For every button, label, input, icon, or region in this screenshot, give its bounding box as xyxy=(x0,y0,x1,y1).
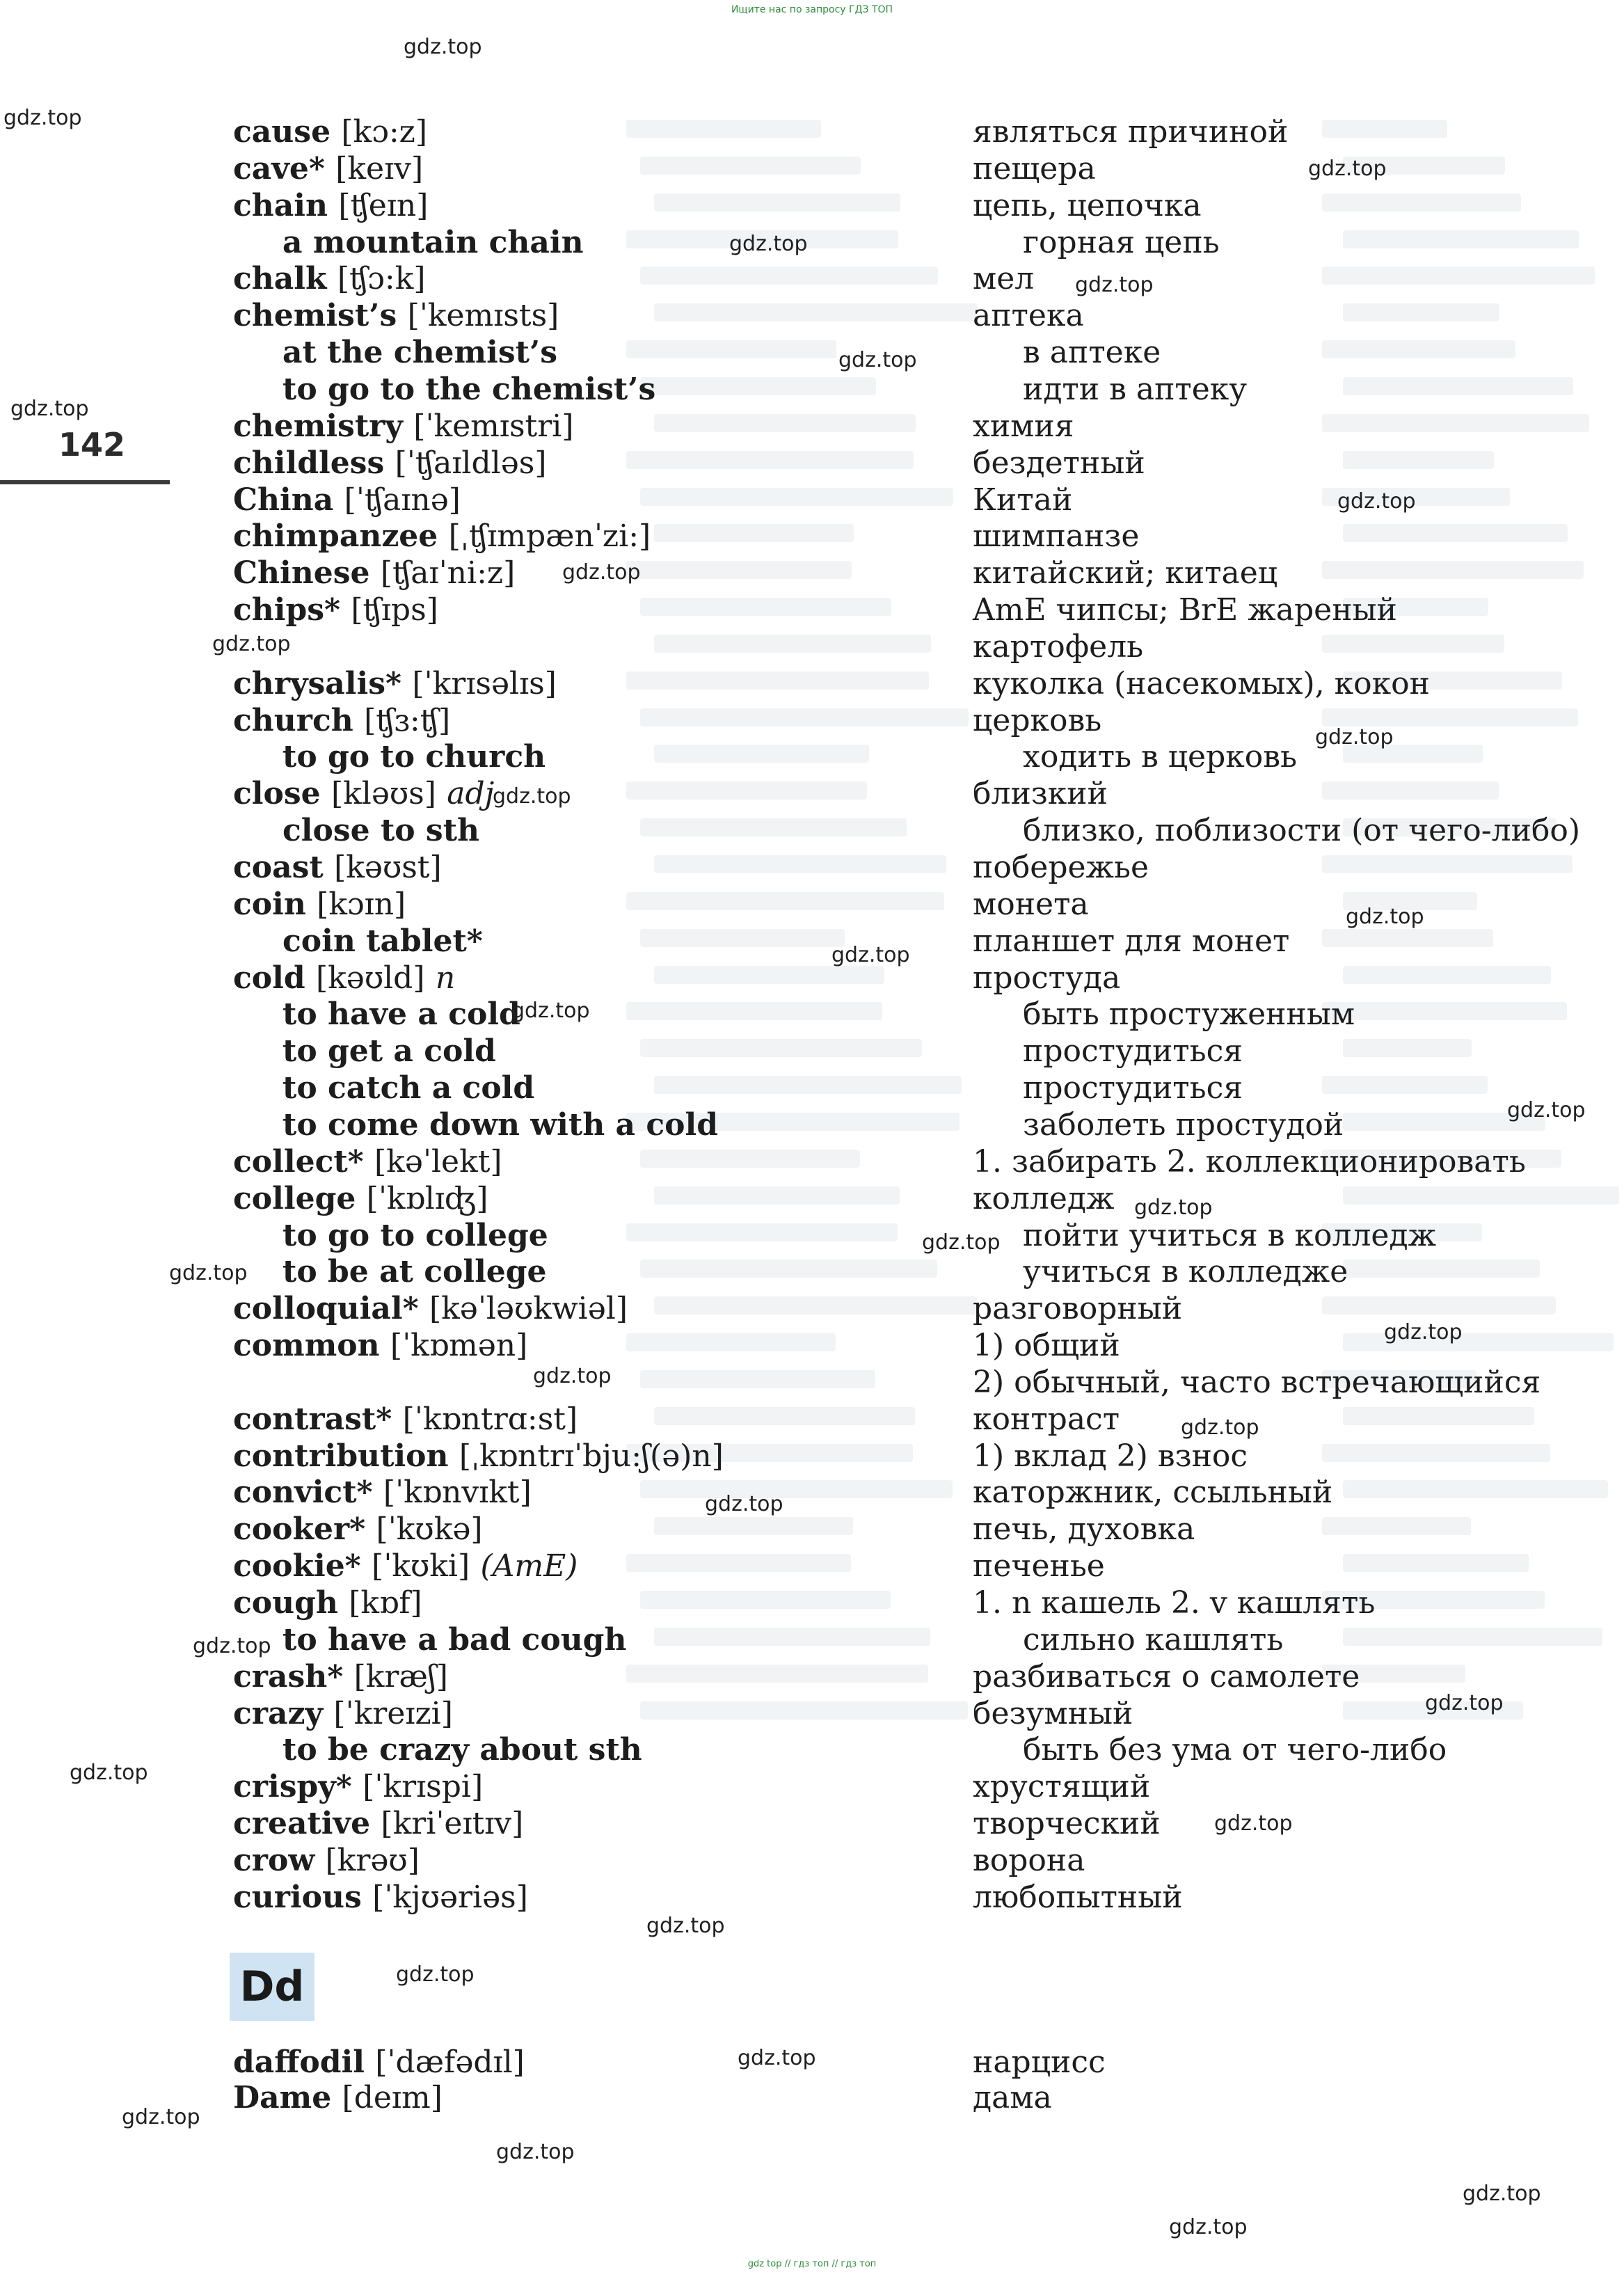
entry-term xyxy=(233,1401,578,1438)
entry-word: daffodil xyxy=(233,2044,365,2080)
watermark-text: gdz.top xyxy=(122,2105,200,2129)
entry-translation: побережье xyxy=(973,850,1149,885)
entry-term xyxy=(233,113,427,150)
entry-term xyxy=(233,408,574,445)
entry-word: close xyxy=(233,776,321,812)
entry-term xyxy=(282,812,479,849)
entry-term xyxy=(282,996,520,1033)
entry-row xyxy=(0,665,1624,702)
entry-translation: быть простуженным xyxy=(1023,996,1355,1033)
entry-translation: в аптеке xyxy=(1023,335,1161,371)
entry-word: cold xyxy=(233,960,305,996)
entry-word: to have a bad cough xyxy=(282,1621,627,1658)
bottom-banner: gdz top // гдз топ // гдз топ xyxy=(747,2259,877,2269)
entry-translation: учиться в колледже xyxy=(1023,1254,1348,1290)
watermark-text: gdz.top xyxy=(922,1230,1001,1255)
entry-translation: мел xyxy=(973,261,1035,297)
entry-term xyxy=(233,1290,628,1327)
entry-transcription: [ˈkɒlɪʤ] xyxy=(366,1180,488,1216)
watermark-text: gdz.top xyxy=(1134,1196,1213,1220)
watermark-text: gdz.top xyxy=(212,632,291,656)
entry-translation: быть без ума от чего-либо xyxy=(1023,1732,1447,1768)
entry-row xyxy=(0,1658,1624,1695)
entry-row xyxy=(0,1805,1624,1842)
watermark-text: gdz.top xyxy=(738,2046,816,2070)
entry-row xyxy=(0,1768,1624,1805)
watermark-text: gdz.top xyxy=(193,1634,271,1658)
entry-translation: куколка (насекомых), кокон xyxy=(973,665,1430,701)
entry-transcription: [ˈdæfədɪl] xyxy=(375,2044,525,2080)
watermark-text: gdz.top xyxy=(705,1492,783,1516)
entry-row xyxy=(0,1106,1624,1143)
entry-transcription: [kɔ:z] xyxy=(341,114,428,150)
entry-row xyxy=(0,1695,1624,1732)
entry-word: cookie* xyxy=(233,1548,361,1585)
watermark-text: gdz.top xyxy=(10,397,89,421)
entry-translation: 1) общий xyxy=(973,1328,1120,1364)
entry-word: church xyxy=(233,702,353,738)
entry-word: curious xyxy=(233,1879,362,1915)
entry-row xyxy=(0,1217,1624,1254)
entry-transcription: [ˌkɒntrɪˈbju:ʃ(ə)n] xyxy=(459,1438,724,1474)
entry-word: to have a cold xyxy=(282,996,520,1033)
entry-translation: цепь, цепочка xyxy=(973,187,1202,223)
watermark-text: gdz.top xyxy=(838,348,917,372)
entry-transcription: [ˈʧaɪnə] xyxy=(344,482,461,518)
watermark-text: gdz.top xyxy=(1507,1098,1586,1122)
entry-word: China xyxy=(233,482,334,518)
entry-term xyxy=(233,1511,483,1548)
entry-translation: китайский; китаец xyxy=(973,555,1278,591)
entry-row xyxy=(0,960,1624,996)
entry-translation: дама xyxy=(973,2080,1052,2115)
entry-translation: колледж xyxy=(973,1180,1115,1216)
entry-transcription: [ˈkemɪstri] xyxy=(413,408,574,444)
entry-translation: безумный xyxy=(973,1695,1133,1731)
entry-word: cough xyxy=(233,1585,338,1621)
entry-term xyxy=(233,1658,448,1695)
entry-word: coast xyxy=(233,850,324,885)
entry-row xyxy=(0,1474,1624,1511)
entry-translation: простудиться xyxy=(1023,1070,1243,1106)
entry-term xyxy=(233,1805,523,1842)
entry-term xyxy=(233,1548,578,1585)
entry-translation: печенье xyxy=(973,1548,1105,1585)
entry-term xyxy=(233,665,557,702)
entry-word: to get a cold xyxy=(282,1033,496,1070)
entry-row xyxy=(0,1290,1624,1327)
entry-translation: разговорный xyxy=(973,1291,1183,1327)
entry-translation: пещера xyxy=(973,150,1096,186)
entry-word: crow xyxy=(233,1842,315,1878)
entry-word: creative xyxy=(233,1806,371,1842)
entry-transcription: [ˈkjʊəriəs] xyxy=(372,1879,528,1915)
entry-term xyxy=(233,1180,488,1217)
watermark-text: gdz.top xyxy=(511,999,590,1023)
entry-row xyxy=(0,849,1624,886)
entry-grammar-tag: n xyxy=(435,960,456,996)
entry-translation: пойти учиться в колледж xyxy=(1023,1217,1437,1253)
entry-translation: 1) вклад 2) взнос xyxy=(973,1438,1248,1474)
entry-word: colloquial* xyxy=(233,1291,419,1327)
entry-row xyxy=(0,591,1624,628)
watermark-text: gdz.top xyxy=(533,1364,612,1388)
entry-transcription: [ˈkreɪzi] xyxy=(333,1695,453,1731)
entry-row xyxy=(0,1879,1624,1916)
entry-word: at the chemist’s xyxy=(282,335,558,371)
entry-transcription: [ʧɜ:ʧ] xyxy=(364,702,451,738)
entry-transcription: [ʧaɪˈni:z] xyxy=(380,555,516,591)
entry-word: chips* xyxy=(233,592,341,628)
entry-translation: AmE чипсы; BrE жареный xyxy=(973,592,1397,628)
entry-transcription: [ʧɔ:k] xyxy=(337,261,426,297)
entry-row xyxy=(0,1143,1624,1180)
entry-term xyxy=(282,1106,718,1143)
entry-transcription: [ˈkɒmən] xyxy=(390,1328,528,1364)
entry-word: contrast* xyxy=(233,1401,392,1437)
entry-transcription: [kəˈləʊkwiəl] xyxy=(429,1291,628,1327)
entry-term xyxy=(233,297,559,334)
entry-translation: близко, поблизости (от чего-либо) xyxy=(1023,813,1581,849)
entry-term xyxy=(233,2044,525,2081)
entry-term xyxy=(282,334,557,371)
entry-translation: близкий xyxy=(973,776,1108,812)
entry-row xyxy=(0,1180,1624,1217)
section-letter: Dd xyxy=(239,1962,305,2011)
entry-term xyxy=(233,1768,483,1805)
entry-row xyxy=(0,775,1624,812)
entry-translation: заболеть простудой xyxy=(1023,1106,1344,1143)
entry-translation: Китай xyxy=(973,482,1073,518)
entry-word: to be crazy about sth xyxy=(282,1732,642,1768)
entry-translation: 1. n кашель 2. v кашлять xyxy=(973,1585,1376,1621)
entry-transcription: [kəʊst] xyxy=(334,850,442,885)
entry-word: close to sth xyxy=(282,813,480,849)
entry-term xyxy=(282,224,584,261)
entry-term xyxy=(233,1474,532,1511)
entry-translation: церковь xyxy=(973,702,1102,738)
entry-translation: нарцисс xyxy=(973,2044,1106,2080)
entry-word: coin tablet* xyxy=(282,923,483,959)
entry-translation: творческий xyxy=(973,1806,1161,1842)
entry-translation: 2) обычный, часто встречающийся xyxy=(973,1364,1541,1400)
entry-transcription: [keɪv] xyxy=(335,150,424,186)
entry-translation: сильно кашлять xyxy=(1023,1621,1284,1658)
entry-transcription: [ˈkɒntrɑ:st] xyxy=(402,1401,578,1437)
entry-translation: аптека xyxy=(973,298,1084,334)
entry-translation: любопытный xyxy=(973,1879,1183,1915)
entry-word: cooker* xyxy=(233,1511,366,1548)
entry-word: to go to college xyxy=(282,1217,548,1253)
entry-row xyxy=(0,1511,1624,1548)
entry-translation: планшет для монет xyxy=(973,923,1290,959)
watermark-text: gdz.top xyxy=(396,1962,475,1987)
entry-word: chalk xyxy=(233,261,327,297)
entry-word: crazy xyxy=(233,1695,324,1731)
entry-term xyxy=(233,849,442,886)
entry-translation: шимпанзе xyxy=(973,518,1140,555)
entry-row xyxy=(0,334,1624,371)
entry-translation: химия xyxy=(973,408,1074,444)
entry-row xyxy=(0,518,1624,555)
watermark-text: gdz.top xyxy=(1425,1691,1504,1715)
entry-row xyxy=(0,113,1624,150)
entry-translation: каторжник, ссыльный xyxy=(973,1475,1333,1511)
entry-term xyxy=(233,445,547,482)
entry-translation: контраст xyxy=(973,1401,1120,1437)
entry-term xyxy=(282,1731,642,1768)
entry-row xyxy=(0,1401,1624,1438)
entry-transcription: [ˈkɒnvɪkt] xyxy=(383,1475,532,1511)
entry-word: cause xyxy=(233,114,331,150)
entry-term xyxy=(282,1253,547,1290)
entry-translation: ворона xyxy=(973,1842,1085,1878)
entry-word: chain xyxy=(233,187,328,223)
watermark-text: gdz.top xyxy=(1181,1415,1259,1440)
entry-word: contribution xyxy=(233,1438,449,1474)
entry-term xyxy=(282,1070,534,1106)
watermark-text: gdz.top xyxy=(1346,905,1424,929)
entry-word: to go to the chemist’s xyxy=(282,371,656,407)
entry-word: crash* xyxy=(233,1658,344,1694)
entry-grammar-tag: adj xyxy=(447,776,495,812)
entry-translation: идти в аптеку xyxy=(1023,371,1248,407)
entry-term xyxy=(233,187,428,224)
entry-transcription: [kriˈeɪtɪv] xyxy=(381,1806,524,1842)
entry-word: to catch a cold xyxy=(282,1070,535,1106)
entry-transcription: [kɔɪn] xyxy=(317,886,406,922)
watermark-text: gdz.top xyxy=(70,1761,148,1785)
entry-term xyxy=(282,1621,626,1658)
entry-translation: разбиваться о самолете xyxy=(973,1658,1360,1694)
watermark-text: gdz.top xyxy=(1315,725,1394,749)
entry-term xyxy=(233,1585,422,1621)
entry-transcription: [ʧeɪn] xyxy=(338,187,429,223)
watermark-text: gdz.top xyxy=(1214,1811,1293,1836)
entry-translation: простуда xyxy=(973,960,1121,996)
entry-term xyxy=(233,1143,502,1180)
watermark-text: gdz.top xyxy=(493,784,571,809)
entry-term xyxy=(233,1695,453,1732)
entry-term xyxy=(233,1842,420,1879)
entry-word: Chinese xyxy=(233,555,370,591)
entry-translation: являться причиной xyxy=(973,114,1289,150)
entry-term xyxy=(282,923,483,960)
watermark-text: gdz.top xyxy=(3,106,82,130)
entry-word: cave* xyxy=(233,150,325,186)
entry-translation: ходить в церковь xyxy=(1023,739,1297,775)
entry-transcription: [kɒf] xyxy=(349,1585,422,1621)
entry-word: collect* xyxy=(233,1143,364,1180)
entry-word: chrysalis* xyxy=(233,665,402,701)
entry-transcription: [deɪm] xyxy=(342,2080,443,2115)
entry-row xyxy=(0,187,1624,224)
entry-transcription: [ʧɪps] xyxy=(351,592,438,628)
entry-word: childless xyxy=(233,445,385,481)
entry-row xyxy=(0,1438,1624,1475)
entry-word: to be at college xyxy=(282,1254,547,1290)
entry-transcription: [ˈkrɪsəlɪs] xyxy=(412,665,557,701)
entry-row xyxy=(0,1327,1624,1364)
entry-term xyxy=(233,2079,443,2116)
page-number: 142 xyxy=(58,426,126,463)
entry-row xyxy=(0,1585,1624,1621)
watermark-text: gdz.top xyxy=(404,35,482,59)
entry-term xyxy=(233,1438,724,1475)
entry-row xyxy=(0,2079,1624,2116)
section-badge xyxy=(230,1953,315,2021)
entry-term xyxy=(233,260,426,297)
watermark-text: gdz.top xyxy=(831,943,910,967)
entry-translation: простудиться xyxy=(1023,1033,1243,1070)
entry-term xyxy=(233,482,461,518)
top-banner: Ищите нас по запросу ГДЗ ТОП xyxy=(731,4,893,15)
entry-row xyxy=(0,371,1624,408)
watermark-text: gdz.top xyxy=(729,232,808,256)
entry-transcription: [krəʊ] xyxy=(325,1842,420,1878)
entry-translation: печь, духовка xyxy=(973,1511,1195,1548)
watermark-text: gdz.top xyxy=(169,1261,248,1285)
entry-row xyxy=(0,1731,1624,1768)
entry-term xyxy=(282,371,655,408)
entry-transcription: [kəˈlekt] xyxy=(374,1143,502,1180)
entry-word: Dame xyxy=(233,2080,332,2115)
watermark-text: gdz.top xyxy=(1337,489,1416,514)
entry-term xyxy=(233,518,651,555)
entry-row xyxy=(0,445,1624,482)
watermark-text: gdz.top xyxy=(562,560,641,585)
entry-term xyxy=(282,1217,548,1254)
entry-row xyxy=(0,224,1624,261)
entry-row xyxy=(0,1548,1624,1585)
entry-term xyxy=(282,1033,496,1070)
entry-transcription: [ˈʧaɪldləs] xyxy=(395,445,547,481)
entry-translation: картофель xyxy=(973,628,1144,665)
entry-transcription: [ˈkemɪsts] xyxy=(407,298,559,334)
entry-transcription: [kləʊs] xyxy=(331,776,436,812)
entry-transcription: [kræʃ] xyxy=(353,1658,448,1694)
entry-word: crispy* xyxy=(233,1769,352,1805)
entry-row xyxy=(0,1070,1624,1106)
entry-transcription: [ˈkʊki] xyxy=(372,1548,470,1585)
entry-term xyxy=(233,886,406,923)
entry-word: chemistry xyxy=(233,408,403,444)
entry-grammar-tag: (AmE) xyxy=(480,1548,578,1585)
entry-term xyxy=(233,702,450,739)
entry-translation: бездетный xyxy=(973,445,1145,481)
entry-row xyxy=(0,1364,1624,1401)
entry-transcription: [ˈkʊkə] xyxy=(376,1511,483,1548)
entry-word: convict* xyxy=(233,1475,373,1511)
entry-term xyxy=(233,960,455,996)
entry-translation: 1. забирать 2. коллекционировать xyxy=(973,1143,1526,1180)
entry-row xyxy=(0,260,1624,297)
watermark-text: gdz.top xyxy=(1308,157,1387,181)
entry-row xyxy=(0,408,1624,445)
entry-word: a mountain chain xyxy=(282,224,584,260)
entry-word: common xyxy=(233,1328,380,1364)
entry-term xyxy=(233,1327,527,1364)
entry-translation: горная цепь xyxy=(1023,224,1220,260)
entry-row xyxy=(0,555,1624,591)
entry-row xyxy=(0,996,1624,1033)
entry-translation: монета xyxy=(973,886,1089,922)
entry-word: coin xyxy=(233,886,306,922)
watermark-text: gdz.top xyxy=(1463,2182,1541,2206)
entry-row xyxy=(0,1033,1624,1070)
entry-translation: хрустящий xyxy=(973,1769,1151,1805)
entry-transcription: [kəʊld] xyxy=(315,960,425,996)
watermark-text: gdz.top xyxy=(646,1914,725,1938)
entry-term xyxy=(233,150,423,187)
watermark-text: gdz.top xyxy=(1384,1320,1463,1344)
entry-term xyxy=(233,775,494,812)
entry-row xyxy=(0,812,1624,849)
watermark-text: gdz.top xyxy=(1075,273,1154,297)
entry-term xyxy=(282,738,546,775)
entry-term xyxy=(233,1879,528,1916)
entry-word: chimpanzee xyxy=(233,518,438,555)
entry-word: to come down with a cold xyxy=(282,1106,718,1143)
entry-term xyxy=(233,591,438,628)
entry-term xyxy=(233,555,515,591)
entry-word: chemist’s xyxy=(233,298,397,334)
entry-word: college xyxy=(233,1180,356,1216)
entry-transcription: [ˌʧɪmpænˈzi:] xyxy=(448,518,651,555)
watermark-text: gdz.top xyxy=(1169,2215,1248,2239)
watermark-text: gdz.top xyxy=(496,2140,575,2164)
entry-row xyxy=(0,297,1624,334)
entry-word: to go to church xyxy=(282,739,546,775)
entry-row xyxy=(0,1842,1624,1879)
entry-transcription: [ˈkrɪspi] xyxy=(363,1769,484,1805)
